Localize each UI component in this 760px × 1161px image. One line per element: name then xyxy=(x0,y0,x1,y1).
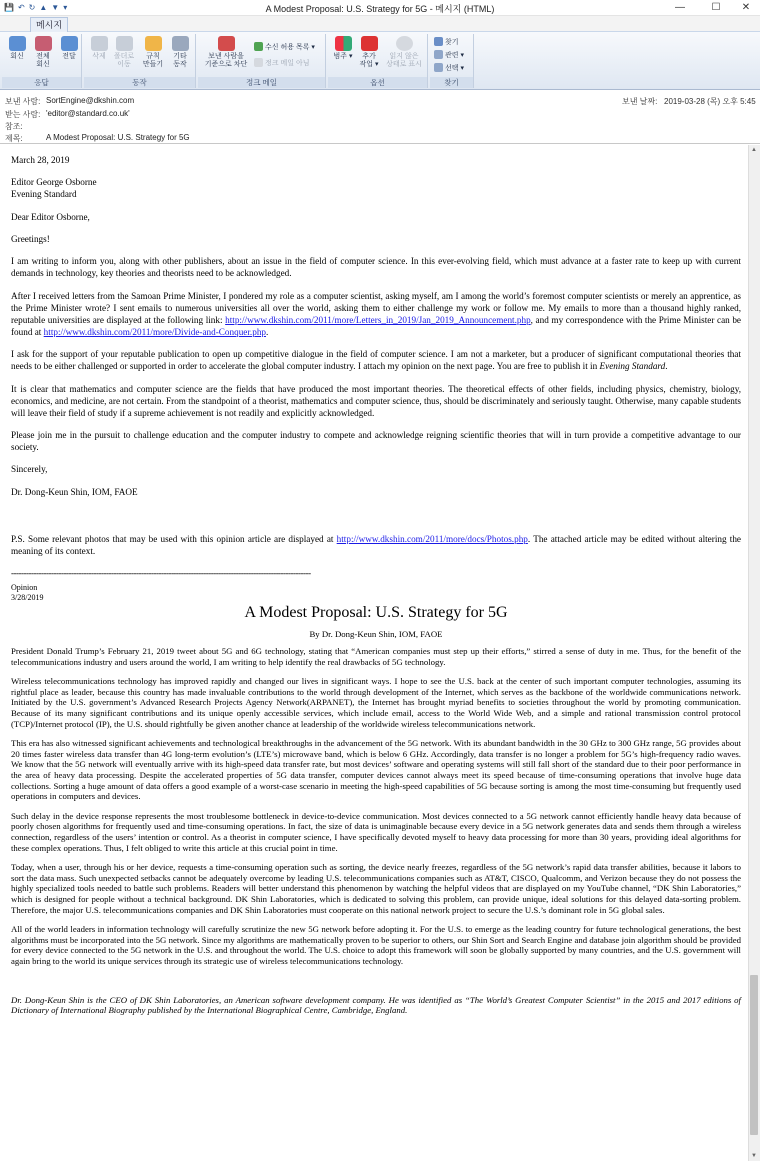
related-icon xyxy=(434,50,443,59)
article xyxy=(11,583,741,1016)
to-value[interactable]: 'editor@standard.co.uk' xyxy=(46,109,130,118)
category-icon xyxy=(335,36,352,51)
safe-list-button[interactable]: 수신 허용 목록 ▾ xyxy=(254,42,315,52)
recipient-org: Evening Standard xyxy=(11,189,77,200)
tab-message[interactable]: 메시지 xyxy=(30,17,68,32)
reply-all-icon xyxy=(35,36,52,51)
title-bar xyxy=(0,0,760,16)
create-rule-button[interactable]: 규칙 만들기 xyxy=(140,36,166,69)
customize-qat-icon[interactable]: ▾ xyxy=(63,3,68,12)
close-button[interactable]: ✕ xyxy=(741,2,751,13)
cc-label: 참조: xyxy=(5,122,23,131)
article-paragraph-5: Today, when a user, through his or her device, requests a time-consuming operation such as sorting, the device nearly freezes, regardless of the 5G network’s rapid data transfer abilities, because it labors to sort the data mass. Such unexpected setbacks cannot be adequately overcome by leading U.S. telecommunications companies such as AT&T, CISCO, Qualcomm, and Verizon because they do not possess the highly specialized tools needed to battle such problems. Readers will better understand this phenomenon by watching the helpful videos that are displayed on my YouTube channel, “DK Shin Laboratories,” which is designed for people without a technical background. DK Shin Laboratories, which is dedicated to solving this problem, can provide unique, ideal solutions for this delayed data-sorting problem. Therefore, the major U.S. telecommunications companies and DK Shin Laboratories must cooperate on this national network project to secure the U.S.’s dominant role in 5G global sales. xyxy=(11,861,741,915)
author-bio: Dr. Dong-Keun Shin is the CEO of DK Shin Laboratories, an American software development company. He was identified as “The World’s Greatest Computer Scientist” in the 2015 and 2017 editions of Dictionary of International Biography published by the International Biographical Centre, Cambridge, England. xyxy=(11,994,741,1016)
ribbon-group-actions xyxy=(84,34,196,88)
letter-paragraph-5: Please join me in the pursuit to challenge education and the computer industry to compete and acknowledge reigning scientific theories that will in turn provide a competitive advantage to our society. xyxy=(11,430,741,453)
article-kicker: Opinion xyxy=(11,583,38,593)
signature: Dr. Dong-Keun Shin, IOM, FAOE xyxy=(11,486,138,497)
message-body[interactable] xyxy=(0,145,748,1161)
other-actions-button[interactable]: 기타 동작 xyxy=(168,36,192,69)
minimize-button[interactable]: — xyxy=(675,2,685,13)
forward-button[interactable]: 전달 xyxy=(57,36,81,61)
other-actions-icon xyxy=(172,36,189,51)
sent-label: 보낸 날짜: xyxy=(622,97,658,106)
move-to-folder-icon xyxy=(116,36,133,51)
delete-icon xyxy=(91,36,108,51)
block-sender-button[interactable]: 보낸 사람을 기준으로 차단 xyxy=(200,36,252,69)
ribbon-group-junk xyxy=(198,34,326,88)
recipient-name: Editor George Osborne xyxy=(11,177,97,188)
letter-paragraph-2: After I received letters from the Samoan Prime Minister, I pondered my role as a computer scientist, asking myself, am I among the world’s foremost computer scientists or merely an apprentice, as the Prime Minister wrote? I sent emails to numerous universities all over the world, asking them to either challenge my work or follow me. My emails to more than a thousand highly ranked, reputable universities are displayed at the following link: http://www.dkshin.com/2011/more/Letters_in_2019/Jan_2019_Announcement.php, and my correspondence with the Prime Minister can be found at http://www.dkshin.com/2011/more/Divide-and-Conquer.php. xyxy=(11,290,742,337)
article-date: 3/28/2019 xyxy=(11,593,44,603)
letter-paragraph-4: It is clear that mathematics and computer science are the fields that have produced the most important theories. The theoretical effects of other fields, including physics, chemistry, biology, economics, and medicine, are not certain. From the standpoint of a theorist, mathematics and computer science, thus, should be discriminately and seriously taught. Otherwise, many capable students will leave their field of study if a supreme achievement is not readily and explicitly acknowledged. xyxy=(11,383,741,418)
from-value[interactable]: SortEngine@dkshin.com xyxy=(46,96,135,105)
ribbon xyxy=(0,32,760,90)
scrollbar-thumb[interactable] xyxy=(750,975,758,1135)
ribbon-group-find xyxy=(430,34,474,88)
letter-recipient xyxy=(11,176,741,200)
scroll-down-icon[interactable]: ▼ xyxy=(751,1153,757,1159)
announcement-link[interactable]: http://www.dkshin.com/2011/more/Letters_in_2019/Jan_2019_Announcement.php xyxy=(225,314,531,325)
find-button[interactable]: 찾기 xyxy=(434,37,459,47)
group-label-respond: 응답 xyxy=(2,77,81,88)
article-byline: By Dr. Dong-Keun Shin, IOM, FAOE xyxy=(309,629,443,640)
postscript: P.S. Some relevant photos that may be used with this opinion article are displayed at http://www.dkshin.com/2011/more/docs/Photos.php. The attached article may be edited without altering the meaning of its context. xyxy=(11,533,741,556)
subject-value: A Modest Proposal: U.S. Strategy for 5G xyxy=(46,133,190,142)
save-icon[interactable]: 💾 xyxy=(4,3,14,12)
select-icon xyxy=(434,63,443,72)
letter xyxy=(11,154,741,1025)
reply-all-button[interactable]: 전체 회신 xyxy=(31,36,55,69)
greeting: Greetings! xyxy=(11,233,50,244)
photos-link[interactable]: http://www.dkshin.com/2011/more/docs/Photos.php xyxy=(336,533,528,544)
article-title: A Modest Proposal: U.S. Strategy for 5G xyxy=(244,604,508,622)
to-label: 받는 사람: xyxy=(5,110,41,119)
categorize-button[interactable]: 범주 ▾ xyxy=(331,36,355,61)
rule-icon xyxy=(145,36,162,51)
subject-label: 제목: xyxy=(5,134,23,143)
closing: Sincerely, xyxy=(11,464,48,475)
letter-date: March 28, 2019 xyxy=(11,155,70,165)
article-paragraph-3: This era has also witnessed significant achievements and technological breakthroughs in the advancement of the 5G network. With its abundant bandwidth in the 30 GHz to 300 GHz range, 5G provides about 20 times faster wireless data transfer than 4G long-term evolution’s (LTE’s) microwave band, which is below 6 GHz. Accordingly, data transfer is no longer a problem for 5G’s high-frequency radio waves. We know that the 5G network will eventually arrive with its high-speed data transfer rate, but most devices’ software and operating systems will still fall short of the standard due to their poor performance in the area of heavy data processing. Despite the accelerated properties of 5G data transfer, computer devices cannot always meet its speed because of time-consuming operations that involve huge data collections. Sorting a huge amount of data offers a good example of a worst-case scenario in meeting the high-speed capabilities of 5G because sorting is among the most time-consuming but frequently used operations in computers and devices. xyxy=(11,737,741,802)
reply-icon xyxy=(9,36,26,51)
article-paragraph-6: All of the world leaders in information technology will carefully scrutinize the new 5G network before adopting it. For the U.S. to emerge as the leading country for future technological generations, the best algorithms must be incorporated into the 5G network. Since my algorithms are mathematically proven to be superior to others, our Shin Sort and Search Engine and database join algorithm should be provided for every device connected to the 5G network in the U.S. and throughout the world. The U.S. choice to adopt this framework will soon be globally supported by many countries, and the U.S. government will again bring to the world its unique services through its strategic use of wireless telecommunications technology. xyxy=(11,923,741,966)
flag-icon xyxy=(361,36,378,51)
group-label-find: 찾기 xyxy=(430,77,473,88)
letter-paragraph-3: I ask for the support of your reputable publication to open up competitive dialogue in the field of computer science. I am not a marketer, but a producer of significant computational theories that needs to be either challenged or supported in order to accelerate the global computer industry. I attach my opinion on the next page. You are free to publish it in Evening Standard. xyxy=(11,349,741,372)
redo-icon[interactable]: ↻ xyxy=(28,3,36,12)
undo-icon[interactable]: ↶ xyxy=(17,3,25,12)
reply-button[interactable]: 회신 xyxy=(5,36,29,61)
next-item-icon[interactable]: ▼ xyxy=(51,3,60,12)
sent-value: 2019-03-28 (목) 오후 5:45 xyxy=(664,97,756,106)
message-header xyxy=(0,90,760,144)
safe-list-icon xyxy=(254,42,263,51)
group-label-actions: 동작 xyxy=(84,77,195,88)
from-label: 보낸 사람: xyxy=(5,97,41,106)
window-title: A Modest Proposal: U.S. Strategy for 5G - 메시지 (HTML) xyxy=(265,4,495,14)
article-paragraph-1: President Donald Trump’s February 21, 2019 tweet about 5G and 6G technology, stating that “American companies must step up their efforts,” stirred a sense of duty in me. Thus, for the benefit of the telecommunications industry and users around the world, I am writing to help identify the real drawbacks of 5G technology. xyxy=(11,645,741,667)
block-sender-icon xyxy=(218,36,235,51)
separator: ------------------------------------------------------------------------------------------------------------------------ xyxy=(11,568,311,579)
mark-unread-icon xyxy=(396,36,413,51)
letter-paragraph-1: I am writing to inform you, along with other publishers, about an issue in the field of computer science. In this ever-evolving field, which must advance at a faster rate to keep up with current demands in technology, key theories and theorists need to be acknowledged. xyxy=(11,256,741,279)
delete-button[interactable]: 삭제 xyxy=(88,36,110,61)
article-paragraph-2: Wireless telecommunications technology has improved rapidly and changed our lives in significant ways. I hope to see the U.S. back at the center of such important computer technologies, assuming its rightful place as leader, because this country has made invaluable contributions to the world through development of the Internet, which serves as the backbone of the worldwide communications network. Initiated by the U.S. government’s Advanced Research Projects Agency Network(ARPANET), the Internet has brought myriad benefits to societies throughout the world by promoting communication. Because of its many significant contributions and its unique openly accessible services, which include email, access to the World Wide Web, and a simple and rational transmission control protocol (TCP)/Internet protocol (IP), the U.S. should rightfully be given another chance at leadership of the worldwide wireless telecommunications network. xyxy=(11,675,741,729)
scroll-up-icon[interactable]: ▲ xyxy=(751,147,757,153)
binoculars-icon xyxy=(434,37,443,46)
group-label-options: 옵션 xyxy=(328,77,427,88)
article-paragraph-4: Such delay in the device response represents the most troublesome bottleneck in device-to-device communication. Most devices connected to a 5G network cannot efficiently handle heavy data because of poorly chosen algorithms for frequently used and time-consuming operations. In fact, the size of data is unimaginable because every device in a 5G network generates data and sends them through a wireless connection, regardless of the users’ intention or control. As a theorist in computer science, I have specifically devoted myself to heavy data processing for more than 30 years, providing ideal algorithms for these complex operations. Thus, I felt obliged to write this article at this crucial point in time. xyxy=(11,810,741,853)
move-to-folder-button[interactable]: 폴더로 이동 xyxy=(112,36,136,69)
mark-unread-button[interactable]: 읽지 않은 상태로 표시 xyxy=(384,36,424,69)
ribbon-tab-row xyxy=(0,16,760,32)
related-button[interactable]: 관련 ▾ xyxy=(434,50,464,60)
ribbon-group-respond xyxy=(2,34,82,88)
maximize-button[interactable]: ☐ xyxy=(711,2,721,13)
follow-up-button[interactable]: 추가 작업 ▾ xyxy=(357,36,381,69)
previous-item-icon[interactable]: ▲ xyxy=(39,3,48,12)
publication-name: Evening Standard xyxy=(599,361,666,372)
forward-icon xyxy=(61,36,78,51)
not-junk-icon xyxy=(254,58,263,67)
divide-and-conquer-link[interactable]: http://www.dkshin.com/2011/more/Divide-and-Conquer.php xyxy=(43,326,267,337)
ribbon-group-options xyxy=(328,34,428,88)
not-junk-button[interactable]: 정크 메일 아님 xyxy=(254,58,309,68)
group-label-junk: 정크 메일 xyxy=(198,77,325,88)
select-button[interactable]: 선택 ▾ xyxy=(434,63,464,73)
salutation: Dear Editor Osborne, xyxy=(11,211,90,222)
